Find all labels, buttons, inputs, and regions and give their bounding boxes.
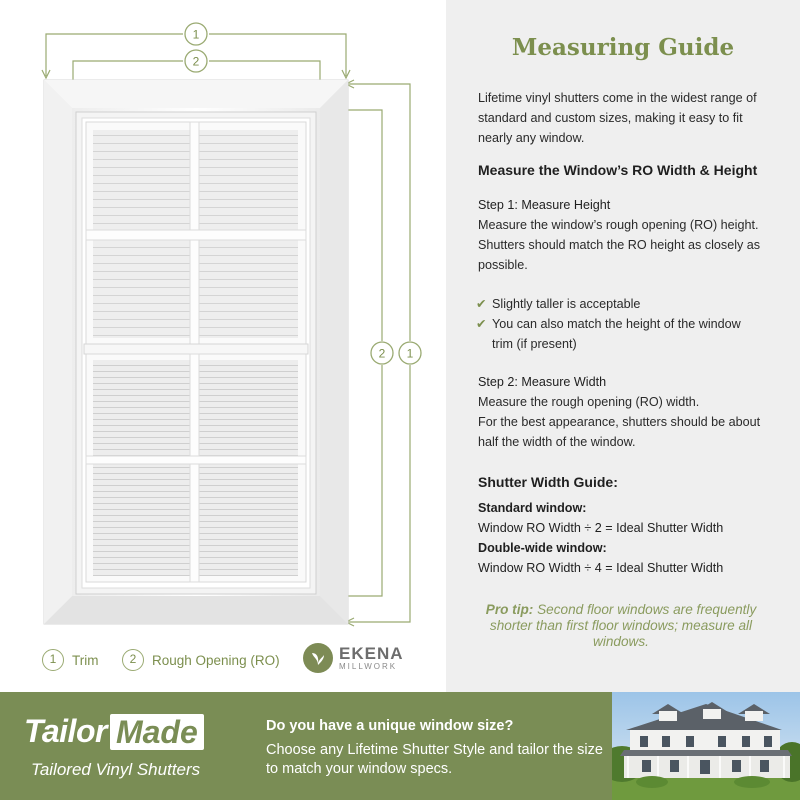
svg-text:2: 2 (192, 54, 200, 69)
legend-number: 1 (42, 649, 64, 671)
step1-text: Measure the window’s rough opening (RO) height. Shutters should match the RO height as closely as possible. (478, 218, 761, 272)
leaf-icon (303, 643, 333, 673)
check-item: ✔ You can also match the height of the window trim (if present) (476, 314, 786, 354)
banner-text: Choose any Lifetime Shutter Style and tailor the size to match your window specs. (266, 742, 603, 777)
standard-formula: Window RO Width ÷ 2 = Ideal Shutter Width (478, 521, 724, 535)
step2-line2: For the best appearance, shutters should be about half the width of the window. (478, 415, 761, 449)
double-label: Double-wide window: (478, 541, 607, 555)
banner-subtitle: Tailored Vinyl Shutters (31, 760, 201, 779)
ekena-logo (303, 643, 404, 673)
marker-1-side (399, 342, 421, 364)
svg-text:2: 2 (378, 346, 386, 361)
legend-number: 2 (122, 649, 144, 671)
standard-label: Standard window: (478, 501, 587, 515)
step2-line1: Measure the rough opening (RO) width. (478, 395, 700, 409)
width-guide-heading: Shutter Width Guide: (478, 474, 618, 490)
page-title: Measuring Guide (511, 34, 735, 61)
pro-tip-text: Second floor windows are frequently shorter than first floor windows; measure all windows. (489, 602, 757, 649)
check-icon: ✔ (476, 297, 487, 311)
house-photo (612, 692, 800, 800)
legend-ro (122, 649, 280, 671)
banner-question: Do you have a unique window size? (266, 718, 514, 734)
marker-2-top (185, 50, 207, 72)
svg-text:1: 1 (192, 27, 200, 42)
window-diagram (0, 0, 446, 692)
svg-text:1: 1 (406, 346, 414, 361)
step2-title: Step 2: Measure Width (478, 375, 607, 389)
legend-trim (42, 649, 99, 671)
guide-panel (446, 0, 800, 692)
legend-label: Trim (72, 652, 99, 668)
step1-title: Step 1: Measure Height (478, 198, 611, 212)
tailormade-logo (24, 713, 204, 750)
lower-sash (86, 354, 306, 582)
marker-2-side (371, 342, 393, 364)
legend-label: Rough Opening (RO) (152, 652, 280, 668)
logo-name: EKENA (339, 643, 404, 663)
brand-part-b: Made (110, 714, 204, 750)
brand-part-a: Tailor (24, 713, 107, 749)
intro-text: Lifetime vinyl shutters come in the widest range of standard and custom sizes, making it easy to fit nearly any window. (478, 91, 757, 145)
section-heading: Measure the Window’s RO Width & Height (478, 162, 758, 178)
diagram-panel (0, 0, 446, 692)
logo-sub: MILLWORK (339, 661, 398, 671)
double-formula: Window RO Width ÷ 4 = Ideal Shutter Width (478, 561, 724, 575)
check-icon: ✔ (476, 317, 487, 331)
marker-1-top (185, 23, 207, 45)
pro-tip (466, 602, 776, 650)
pro-tip-label: Pro tip: (485, 602, 534, 617)
upper-sash (86, 122, 306, 344)
check-item: ✔ Slightly taller is acceptable (476, 294, 786, 314)
